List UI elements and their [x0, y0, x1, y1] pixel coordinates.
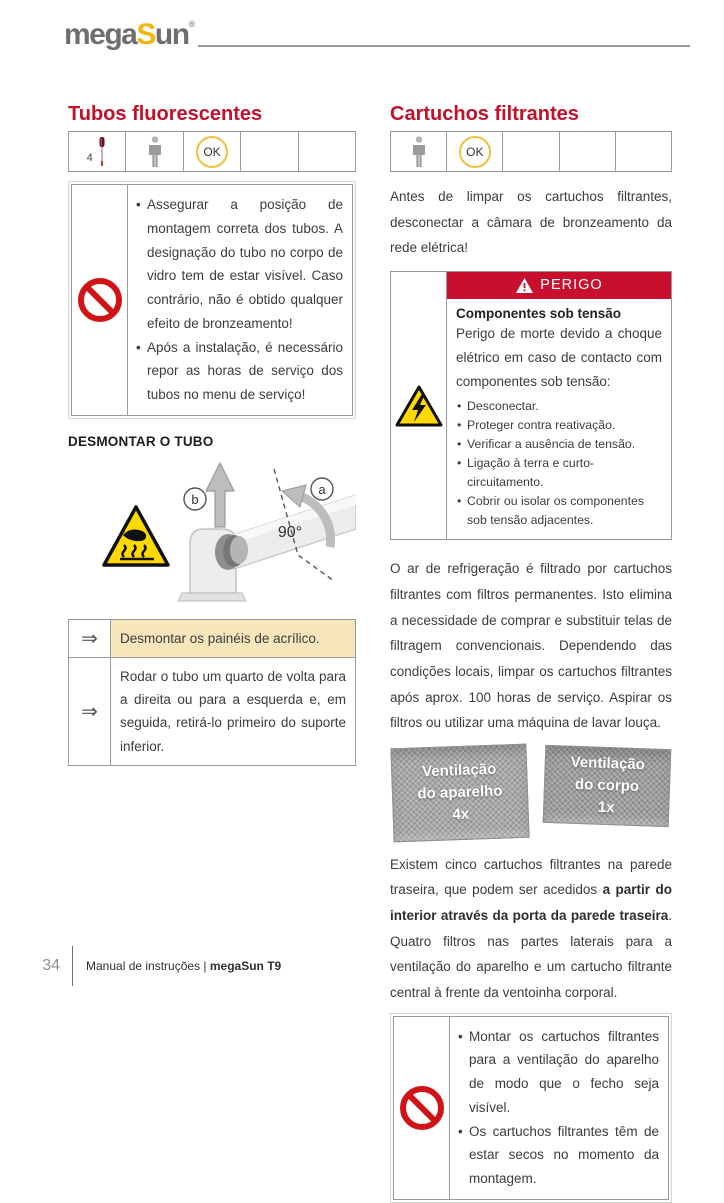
paragraph-2-post: . Quatro filtros nas partes laterais para a ventilação do aparelho e um cartucho filtrante central à frente da ventoinha corporal.: [390, 908, 672, 1000]
person-icon: [146, 136, 164, 168]
photo-caption-line: do aparelho: [417, 782, 503, 803]
filter-photo-device-ventilation: [390, 743, 529, 842]
filter-photo-body-ventilation: [543, 745, 672, 827]
icon-cell-ok: [447, 132, 503, 171]
danger-measure-3: • Verificar a ausência de tensão.: [456, 435, 662, 454]
step-row-2: [69, 657, 355, 765]
prohibition-icon: [400, 1086, 444, 1130]
step-text-2: Rodar o tubo um quarto de volta para a direita ou para a esquerda e, em seguida, retirá-lo primeiro do suporte inferior.: [120, 668, 346, 754]
danger-content: [447, 272, 671, 539]
tubes-warning-item-2: • Após a instalação, é necessário repor as horas de serviço dos tubos no menu de serviço!: [135, 336, 343, 407]
hot-surface-warning-icon: [104, 507, 168, 565]
icon-cell-empty-3: [616, 132, 671, 171]
left-column: [68, 104, 356, 766]
logo-text-s: S: [136, 18, 155, 51]
paragraph-2-pre: Existem cinco cartuchos filtrantes na parede traseira, que podem ser acedidos: [390, 856, 672, 898]
manual-label: Manual de instruções |: [86, 959, 210, 973]
danger-body: [447, 299, 671, 539]
tubes-warning-box: [71, 184, 353, 416]
tubes-warning-content: [128, 185, 352, 415]
danger-measure-1: • Desconectar.: [456, 397, 662, 416]
icon-cell-tool: [69, 132, 126, 171]
step-arrow-icon: ⇒: [69, 658, 111, 765]
logo-text-un: un: [154, 18, 189, 51]
high-voltage-sign-cell: [391, 272, 447, 539]
screwdriver-icon: [96, 136, 108, 168]
person-icon: [410, 136, 428, 168]
logo-text-mega: mega: [64, 18, 137, 51]
icon-cell-empty-2: [299, 132, 355, 171]
label-b: b: [191, 491, 199, 507]
page-header: [0, 0, 724, 50]
danger-measures-list: [456, 397, 662, 530]
step-arrow-icon: ⇒: [69, 620, 111, 657]
filter-photos: [392, 746, 672, 840]
megasun-logo: [64, 20, 195, 50]
photo-caption-line: 4x: [452, 805, 470, 823]
tool-count-label: 4: [86, 152, 93, 164]
subheading-dismount-tube: DESMONTAR O TUBO: [68, 433, 214, 449]
ok-icon: OK: [459, 136, 491, 168]
photo-caption-line: Ventilação: [421, 760, 497, 781]
high-voltage-warning-icon: [395, 384, 443, 428]
photo-caption-line: 1x: [597, 798, 615, 816]
registered-mark: ®: [188, 19, 196, 29]
prohibition-icon: [78, 278, 122, 322]
tubes-warning-list: [135, 193, 343, 407]
tubes-icon-strip: [68, 131, 356, 172]
danger-measure-4: • Ligação à terra e curto-circuitamento.: [456, 454, 662, 492]
danger-header-label: PERIGO: [540, 277, 603, 294]
photo-caption-line: do corpo: [574, 775, 640, 796]
icon-cell-empty-1: [503, 132, 559, 171]
manual-name: megaSun T9: [209, 959, 282, 973]
filters-paragraph-1: O ar de refrigeração é filtrado por cartuchos filtrantes com filtros permanentes. Isto elimina a necessidade de comprar e substituir telas de filtragem convencionais. Dependendo das condições locais, limpar os cartuchos filtrantes após aprox. 100 horas de serviço. Aspirar os filtros ou utilizar uma máquina de lavar louça.: [390, 561, 672, 731]
page-body: [0, 50, 724, 1203]
page-footer: [0, 946, 724, 986]
filters-warning-list: [457, 1025, 659, 1191]
tubes-warning-item-1: • Assegurar a posição de montagem correta dos tubos. A designação do tubo no corpo de vidro tem de estar visível. Caso contrário, não é obtido qualquer efeito de bronzeamento!: [135, 193, 343, 336]
danger-measure-2: • Proteger contra reativação.: [456, 416, 662, 435]
tube-diagram: [68, 455, 356, 607]
filters-intro: Antes de limpar os cartuchos filtrantes, desconectar a câmara de bronzeamento da rede elétrica!: [390, 189, 672, 256]
arrow-b: [206, 463, 234, 527]
step-text-1: Desmontar os painéis de acrílico.: [111, 620, 355, 657]
footer-text: [86, 959, 281, 973]
page-number: 34: [42, 957, 60, 974]
right-column: [390, 104, 672, 1203]
prohibition-sign-cell: [394, 1017, 450, 1199]
photo-caption-line: Ventilação: [570, 753, 646, 774]
section-title-tubes: Tubos fluorescentes: [68, 103, 263, 125]
danger-header: [447, 272, 671, 299]
prohibition-sign-cell: [72, 185, 128, 415]
danger-description: Perigo de morte devido a choque elétrico em caso de contacto com componentes sob tensão:: [456, 325, 662, 389]
section-title-filters: Cartuchos filtrantes: [390, 103, 579, 125]
label-a-badge: [311, 478, 333, 500]
dismount-steps-table: [68, 619, 356, 766]
icon-cell-empty-1: [241, 132, 298, 171]
danger-subject: Componentes sob tensão: [456, 305, 622, 321]
label-a: a: [318, 481, 326, 497]
icon-cell-person: [126, 132, 183, 171]
label-b-badge: [184, 488, 206, 510]
icon-cell-person: [391, 132, 447, 171]
footer-divider: [72, 946, 73, 986]
filters-warning-item-2: • Os cartuchos filtrantes têm de estar secos no momento da montagem.: [457, 1120, 659, 1191]
danger-box: [390, 271, 672, 540]
header-rule: [198, 45, 690, 47]
icon-cell-ok: [184, 132, 241, 171]
tube-diagram-drawing: [68, 455, 356, 607]
paragraph-2-bold: a partir do interior através da porta da parede traseira: [390, 882, 672, 924]
danger-measure-5: • Cobrir ou isolar os componentes sob tensão adjacentes.: [456, 492, 662, 530]
filters-warning-item-1: • Montar os cartuchos filtrantes para a ventilação do aparelho de modo que o fecho seja visível.: [457, 1025, 659, 1120]
icon-cell-empty-2: [560, 132, 616, 171]
ok-icon: OK: [196, 136, 228, 168]
danger-alert-icon: [515, 277, 534, 294]
step-row-1: [69, 620, 355, 657]
filters-warning-content: [450, 1017, 668, 1199]
filters-icon-strip: [390, 131, 672, 172]
angle-label: 90°: [277, 523, 303, 541]
filters-warning-box: [393, 1016, 669, 1200]
